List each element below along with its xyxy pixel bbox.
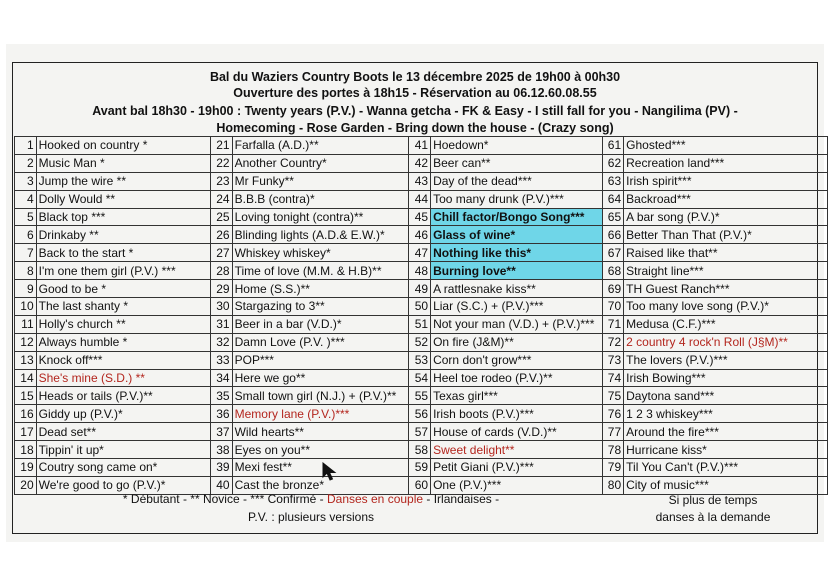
dance-number: 69 [602, 280, 624, 298]
dance-number: 44 [409, 190, 431, 208]
legend-couples: Danses en couple [326, 492, 424, 506]
dance-number: 22 [210, 154, 232, 172]
dance-number: 50 [409, 298, 431, 316]
dance-title: Til You Can't (P.V.)*** [624, 459, 828, 477]
dance-title: Drinkaby ** [36, 226, 210, 244]
dance-title: Giddy up (P.V.)* [36, 405, 210, 423]
dance-number: 3 [15, 172, 37, 190]
table-row [15, 351, 828, 369]
dance-number: 43 [409, 172, 431, 190]
dance-number: 40 [210, 476, 232, 494]
dance-title: Irish boots (P.V.)*** [431, 405, 602, 423]
dance-number: 71 [602, 315, 624, 333]
dance-title: Day of the dead*** [431, 172, 602, 190]
dance-number: 10 [15, 298, 37, 316]
dance-title: Beer in a bar (V.D.)* [232, 315, 409, 333]
table-row [15, 137, 828, 155]
dance-number: 70 [602, 298, 624, 316]
dance-title: We're good to go (P.V.)* [36, 476, 210, 494]
dance-number: 52 [409, 333, 431, 351]
dance-title: The last shanty * [36, 298, 210, 316]
dance-title: Too many drunk (P.V.)*** [431, 190, 602, 208]
pre-ball-list-1: Avant bal 18h30 - 19h00 : Twenty years (P.V.) - Wanna getcha - FK & Easy - I still fall for you - Nangilima (PV) - [92, 104, 738, 118]
dance-title: Liar (S.C.) + (P.V.)*** [431, 298, 602, 316]
dance-number: 6 [15, 226, 37, 244]
extra-time-note [610, 490, 816, 530]
dance-title: Medusa (C.F.)*** [624, 315, 828, 333]
dance-number: 80 [602, 476, 624, 494]
dance-title: On fire (J&M)** [431, 333, 602, 351]
dance-number: 31 [210, 315, 232, 333]
dance-number: 60 [409, 476, 431, 494]
dance-title: POP*** [232, 351, 409, 369]
table-row [15, 333, 828, 351]
dance-title: Memory lane (P.V.)*** [232, 405, 409, 423]
dance-title: Back to the start * [36, 244, 210, 262]
pre-ball-list-2: Homecoming - Rose Garden - Bring down the house - (Crazy song) [216, 121, 614, 135]
dance-number: 41 [409, 137, 431, 155]
dance-title: The lovers (P.V.)*** [624, 351, 828, 369]
dance-number: 18 [15, 441, 37, 459]
dance-number: 74 [602, 369, 624, 387]
dance-number: 56 [409, 405, 431, 423]
table-row [15, 459, 828, 477]
table-row [15, 298, 828, 316]
dance-number: 34 [210, 369, 232, 387]
dance-number: 68 [602, 262, 624, 280]
table-row [15, 226, 828, 244]
dance-number: 8 [15, 262, 37, 280]
dance-title: Time of love (M.M. & H.B)** [232, 262, 409, 280]
dance-title: Always humble * [36, 333, 210, 351]
dance-number: 45 [409, 208, 431, 226]
dance-title: 1 2 3 whiskey*** [624, 405, 828, 423]
dance-number: 46 [409, 226, 431, 244]
dance-title: Mexi fest** [232, 459, 409, 477]
dance-number: 30 [210, 298, 232, 316]
dance-number: 54 [409, 369, 431, 387]
dance-number: 55 [409, 387, 431, 405]
legend-irish: - Irlandaises - [423, 492, 500, 506]
dance-number: 64 [602, 190, 624, 208]
dance-title: Sweet delight** [431, 441, 602, 459]
dance-title: Backroad*** [624, 190, 828, 208]
dance-number: 4 [15, 190, 37, 208]
dance-number: 28 [210, 262, 232, 280]
dance-title: Holly's church ** [36, 315, 210, 333]
legend [14, 490, 608, 530]
dance-number: 17 [15, 423, 37, 441]
table-row [15, 315, 828, 333]
dance-number: 76 [602, 405, 624, 423]
dance-title: Blinding lights (A.D.& E.W.)* [232, 226, 409, 244]
table-row [15, 405, 828, 423]
dance-title: B.B.B (contra)* [232, 190, 409, 208]
dance-number: 75 [602, 387, 624, 405]
dance-title: One (P.V.)*** [431, 476, 602, 494]
dance-number: 39 [210, 459, 232, 477]
table-row [15, 280, 828, 298]
dance-number: 26 [210, 226, 232, 244]
dance-number: 7 [15, 244, 37, 262]
dance-title: Corn don't grow*** [431, 351, 602, 369]
legend-levels: * Débutant - ** Novice - *** Confirmé - [122, 492, 327, 506]
dance-number: 24 [210, 190, 232, 208]
dance-number: 42 [409, 154, 431, 172]
dance-number: 15 [15, 387, 37, 405]
dance-number: 77 [602, 423, 624, 441]
dance-number: 13 [15, 351, 37, 369]
dance-title: Petit Giani (P.V.)*** [431, 459, 602, 477]
dance-title: I'm one them girl (P.V.) *** [36, 262, 210, 280]
dance-number: 12 [15, 333, 37, 351]
dance-title: Dead set** [36, 423, 210, 441]
event-title: Bal du Waziers Country Boots le 13 décembre 2025 de 19h00 à 00h30 [209, 70, 621, 84]
dance-number: 5 [15, 208, 37, 226]
dance-number: 25 [210, 208, 232, 226]
dance-number: 67 [602, 244, 624, 262]
dance-title: Coutry song came on* [36, 459, 210, 477]
dance-number: 16 [15, 405, 37, 423]
dance-title: Heads or tails (P.V.)** [36, 387, 210, 405]
dance-title: Irish Bowing*** [624, 369, 828, 387]
dance-title: Heel toe rodeo (P.V.)** [431, 369, 602, 387]
dance-title: Music Man * [36, 154, 210, 172]
note-line-2: danses à la demande [655, 510, 771, 524]
dance-number: 49 [409, 280, 431, 298]
dance-title: Hooked on country * [36, 137, 210, 155]
dance-number: 35 [210, 387, 232, 405]
dance-title: Small town girl (N.J.) + (P.V.)** [232, 387, 409, 405]
dance-title: Beer can** [431, 154, 602, 172]
dance-title: City of music*** [624, 476, 828, 494]
table-row [15, 208, 828, 226]
dance-title: Damn Love (P.V. )*** [232, 333, 409, 351]
table-row [15, 172, 828, 190]
dance-title: Here we go** [232, 369, 409, 387]
dance-title: Tippin' it up* [36, 441, 210, 459]
dance-title: Chill factor/Bongo Song*** [431, 208, 602, 226]
dance-title: Dolly Would ** [36, 190, 210, 208]
dance-title: Wild hearts** [232, 423, 409, 441]
dance-number: 58 [409, 441, 431, 459]
dance-title: House of cards (V.D.)** [431, 423, 602, 441]
dance-title: Straight line*** [624, 262, 828, 280]
dance-number: 9 [15, 280, 37, 298]
dance-title: A rattlesnake kiss** [431, 280, 602, 298]
dance-title: Too many love song (P.V.)* [624, 298, 828, 316]
dance-title: Ghosted*** [624, 137, 828, 155]
dance-number: 11 [15, 315, 37, 333]
dance-number: 78 [602, 441, 624, 459]
dance-number: 20 [15, 476, 37, 494]
dance-title: She's mine (S.D.) ** [36, 369, 210, 387]
dance-title: Raised like that** [624, 244, 828, 262]
dance-number: 72 [602, 333, 624, 351]
dance-title: Irish spirit*** [624, 172, 828, 190]
table-row [15, 387, 828, 405]
dance-title: Eyes on you** [232, 441, 409, 459]
door-opening-info: Ouverture des portes à 18h15 - Réservation au 06.12.60.08.55 [233, 86, 597, 100]
dance-number: 62 [602, 154, 624, 172]
dance-number: 19 [15, 459, 37, 477]
table-row [15, 369, 828, 387]
dance-title: Texas girl*** [431, 387, 602, 405]
dance-number: 21 [210, 137, 232, 155]
table-row [15, 190, 828, 208]
dance-title: Jump the wire ** [36, 172, 210, 190]
dance-number: 32 [210, 333, 232, 351]
table-row [15, 244, 828, 262]
dance-number: 57 [409, 423, 431, 441]
dance-number: 2 [15, 154, 37, 172]
dance-title: 2 country 4 rock'n Roll (J§M)** [624, 333, 828, 351]
dance-number: 65 [602, 208, 624, 226]
dance-title: Stargazing to 3** [232, 298, 409, 316]
dance-number: 73 [602, 351, 624, 369]
dance-list-table [14, 136, 828, 495]
dance-title: Loving tonight (contra)** [232, 208, 409, 226]
dance-title: Mr Funky** [232, 172, 409, 190]
dance-title: Better Than That (P.V.)* [624, 226, 828, 244]
dance-title: Recreation land*** [624, 154, 828, 172]
dance-title: Whiskey whiskey* [232, 244, 409, 262]
dance-title: Glass of wine* [431, 226, 602, 244]
dance-number: 29 [210, 280, 232, 298]
dance-number: 79 [602, 459, 624, 477]
dance-number: 61 [602, 137, 624, 155]
dance-title: Hurricane kiss* [624, 441, 828, 459]
dance-title: TH Guest Ranch*** [624, 280, 828, 298]
dance-number: 1 [15, 137, 37, 155]
dance-number: 59 [409, 459, 431, 477]
dance-number: 51 [409, 315, 431, 333]
table-row [15, 423, 828, 441]
note-line-1: Si plus de temps [668, 493, 758, 507]
dance-number: 47 [409, 244, 431, 262]
dance-number: 37 [210, 423, 232, 441]
dance-title: Good to be * [36, 280, 210, 298]
table-row [15, 154, 828, 172]
dance-number: 66 [602, 226, 624, 244]
dance-number: 48 [409, 262, 431, 280]
dance-number: 23 [210, 172, 232, 190]
table-row [15, 441, 828, 459]
dance-title: Home (S.S.)** [232, 280, 409, 298]
mouse-cursor-icon [322, 462, 338, 482]
dance-number: 36 [210, 405, 232, 423]
dance-number: 63 [602, 172, 624, 190]
table-row [15, 262, 828, 280]
dance-title: Black top *** [36, 208, 210, 226]
dance-title: Knock off*** [36, 351, 210, 369]
dance-title: A bar song (P.V.)* [624, 208, 828, 226]
dance-number: 27 [210, 244, 232, 262]
dance-title: Daytona sand*** [624, 387, 828, 405]
dance-title: Nothing like this* [431, 244, 602, 262]
dance-number: 38 [210, 441, 232, 459]
dance-number: 53 [409, 351, 431, 369]
dance-title: Burning love** [431, 262, 602, 280]
dance-title: Hoedown* [431, 137, 602, 155]
dance-number: 14 [15, 369, 37, 387]
dance-title: Farfalla (A.D.)** [232, 137, 409, 155]
dance-title: Cast the bronze* [232, 476, 409, 494]
legend-pv: P.V. : plusieurs versions [247, 510, 375, 524]
dance-title: Not your man (V.D.) + (P.V.)*** [431, 315, 602, 333]
dance-number: 33 [210, 351, 232, 369]
dance-title: Around the fire*** [624, 423, 828, 441]
dance-title: Another Country* [232, 154, 409, 172]
